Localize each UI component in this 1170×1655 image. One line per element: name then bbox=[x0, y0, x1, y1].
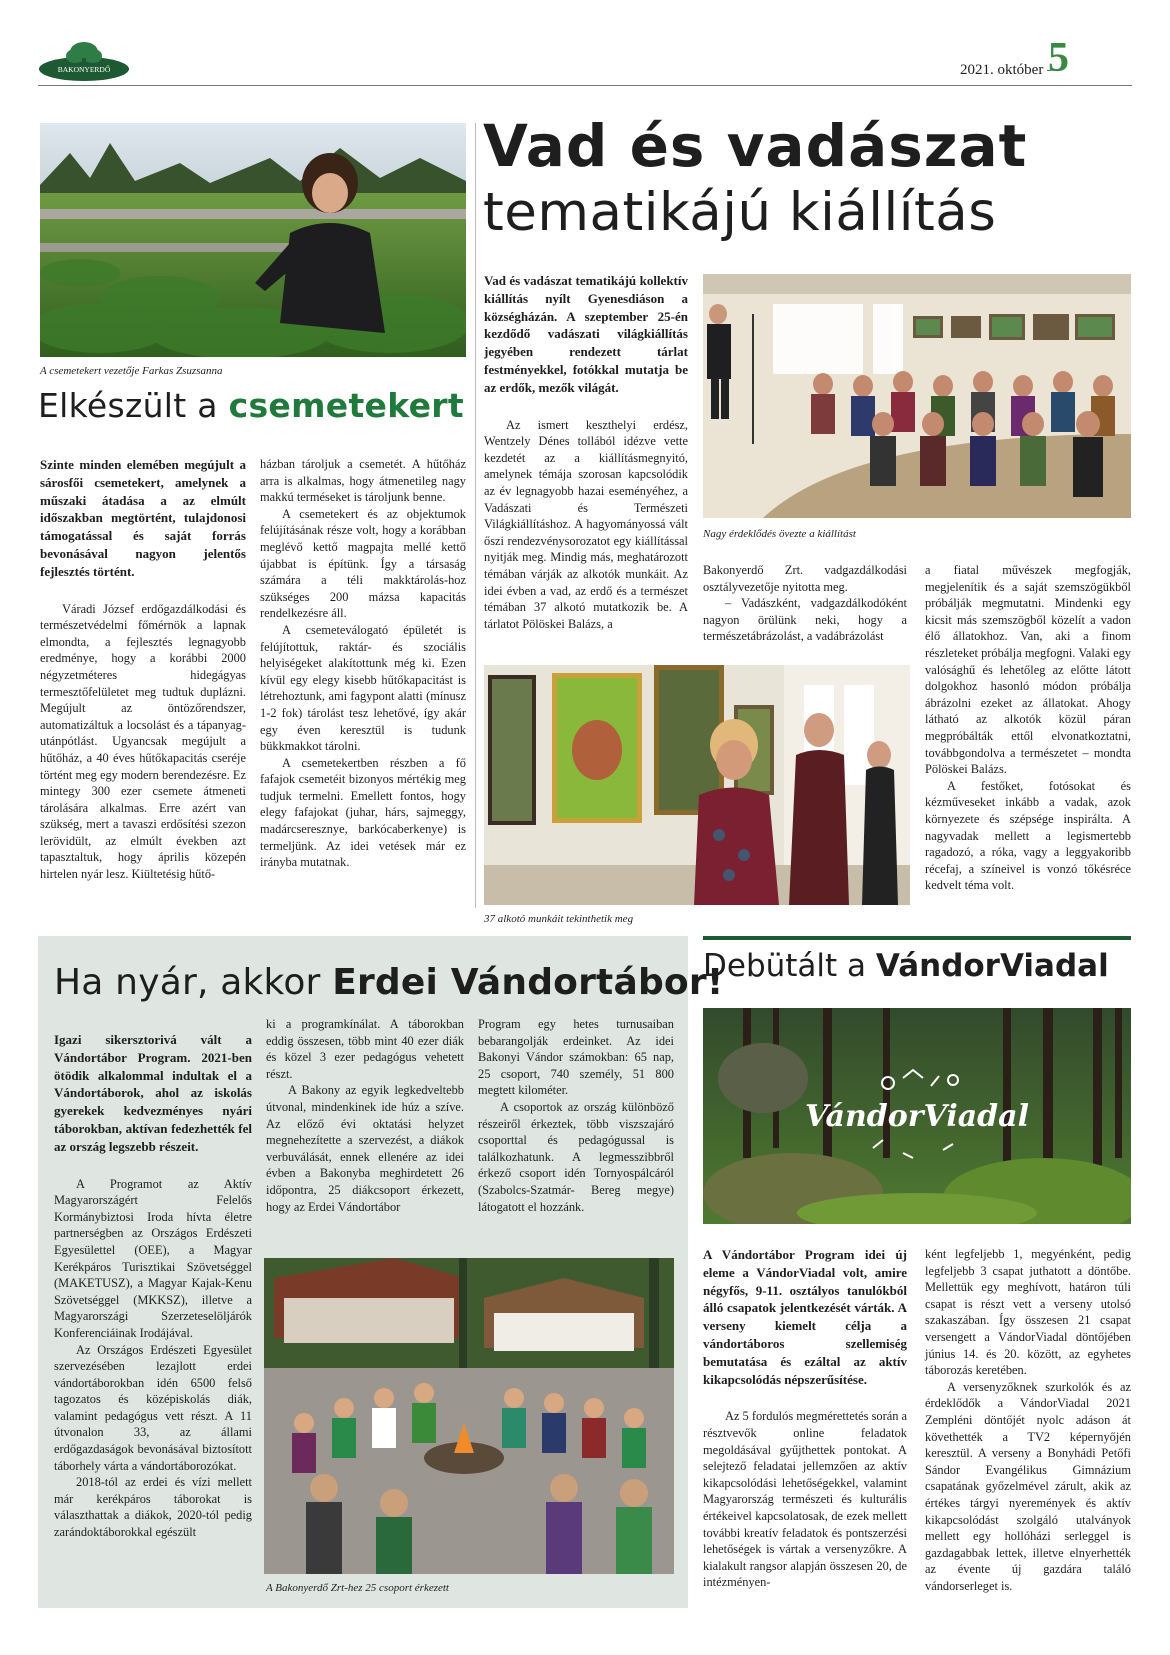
title-bold: Erdei Vándortábor! bbox=[332, 962, 724, 1003]
csemetekert-title bbox=[38, 386, 464, 425]
vad-col2 bbox=[703, 562, 907, 645]
vandortabor-col1 bbox=[54, 1031, 252, 1541]
bakonyerdo-logo bbox=[38, 40, 130, 84]
lead-paragraph: A Vándortábor Program idei új eleme a VándorViadal volt, amire négyfős, 9-11. osztályos tanulókból álló csapatok jelentkezését várták. A verseny kiemelt célja a vándortáboros szellemiség bemutatása és ezáltal az aktív kikapcsolódás népszerűsítése. bbox=[703, 1247, 907, 1387]
paragraph: A festőket, fotósokat és kézműveseket inkább a vadak, azok környezete és szépsége inspirálta. A nagyvadak mellett a legismertebb ragadozó, a róka, vagy a leggyakoribb récefaj, a színeivel is vonzó tőkésréce kedvelt téma volt. bbox=[925, 778, 1131, 893]
paragraph: A csemetekert és az objektumok felújításának része volt, hogy a korábban meglévő kettő magpajta mellé kettő újabbat is építünk. Így a társaság számára a téli makktárolás-hoz szükséges 200 mázsa kapacitás rendelkezésre áll. bbox=[260, 506, 466, 621]
gallery-photo-caption: 37 alkotó munkáit tekinthetik meg bbox=[484, 913, 634, 925]
paragraph: Bakonyerdő Zrt. vadgazdálkodási osztályvezetője nyitotta meg. bbox=[703, 563, 907, 594]
csemetekert-col2 bbox=[260, 456, 466, 871]
paragraph: Program egy hetes turnusaiban bebarangolják erdeinket. Az idei Bakonyi Vándor számokban: 65 nap, 25 csoport, 740 személy, 51 800 megtett kilométer. bbox=[478, 1017, 674, 1098]
vad-col1 bbox=[484, 272, 688, 632]
paragraph: – Vadászként, vadgazdálkodóként nagyon örülünk neki, hogy a természetábrázolást, a vadábrázolást bbox=[703, 596, 907, 644]
page-number: 5 bbox=[1048, 35, 1069, 81]
paragraph: ki a programkínálat. A táborokban eddig összesen, több mint 40 ezer diák és közel 3 ezer pedagógus vehetett részt. bbox=[266, 1017, 464, 1081]
vandorviadal-rule bbox=[703, 936, 1131, 940]
header-rule bbox=[38, 85, 1132, 86]
vandortabor-col2 bbox=[266, 1016, 464, 1215]
paragraph: Az Országos Erdészeti Egyesület szervezésében lezajlott erdei vándortáborokban idén 6500 felső tagozatos és középiskolás diák, valamint pedagógus vett részt. A 11 útvonalon 33, az állami erdőgazdaságok bevonásával biztosított táborhely várta a vándortáborozókat. bbox=[54, 1342, 252, 1473]
opening-photo bbox=[703, 274, 1131, 518]
paragraph: ként legfeljebb 1, megyénként, pedig legfeljebb 3 csapat juthatott a döntőbe. Mellettük egy meghívott, határon túli csapat is részt vett a verseny utolsó szakaszában. Így összesen 21 csapat versengett a VándorViadal döntőjében június 14. és 20. között, az egyhetes táborozás keretében. bbox=[925, 1247, 1131, 1378]
opening-photo-caption: Nagy érdeklődés övezte a kiállítást bbox=[703, 528, 856, 540]
csemetekert-col1 bbox=[40, 456, 246, 883]
camp-photo bbox=[264, 1258, 674, 1574]
title-plain: Debütált a bbox=[703, 948, 876, 984]
header-date: 2021. október – bbox=[960, 62, 1055, 78]
logo-text: BAKONYERDŐ bbox=[57, 65, 111, 74]
camp-photo-caption: A Bakonyerdő Zrt-hez 25 csoport érkezett bbox=[266, 1582, 449, 1594]
paragraph: A csemetekertben részben a fő fafajok csemetéit bizonyos mértékig meg tudjuk termelni. Emellett fontos, hogy elegy fafajokat (juhar, hárs, sajmeggy, madárcseresznye, barkócaberkenye) is termeljünk. Az idei vetések már ez irányba mutatnak. bbox=[260, 755, 466, 870]
vandortabor-col3 bbox=[478, 1016, 674, 1215]
lead-paragraph: Igazi sikersztorivá vált a Vándortábor Program. 2021-ben ötödik alkalommal indultak el a Vándortáborok, ahol az iskolás gyerekek kedvezményes nyári táborokban, aktívan fedezhették fel az ország legszebb részeit. bbox=[54, 1032, 252, 1154]
paragraph: A versenyzőknek szurkolók és az érdeklődők a VándorViadal 2021 Zempléni döntőjét nyolc adáson át követhették a TV2 képernyőjén keresztül. A verseny a Bonyhádi Petőfi Sándor Evangélikus Gimnázium csapatának győzelmével zárult, akik az értékes tárgyi nyeremények és aktív kikapcsolódást szolgáló utalványok mellett egy hollóházi serleggel is gazdagabbak lettek, illetve elnyerhették az évente új gazdára találó vándorserleget is. bbox=[925, 1379, 1131, 1593]
vandorviadal-logo-text: VándorViadal bbox=[805, 1099, 1029, 1134]
vandorviadal-col2 bbox=[925, 1246, 1131, 1594]
vandorviadal-col1 bbox=[703, 1246, 907, 1591]
title-plain: Elkészült a bbox=[38, 386, 229, 425]
nursery-photo-caption: A csemetekert vezetője Farkas Zsuzsanna bbox=[40, 365, 223, 377]
column-divider bbox=[475, 123, 476, 908]
paragraph: A csemeteválogató épületét is felújítottuk, raktár- és szociális helyiségeket alakítottunk még ki. Ezen kívül egy elegy kisebb hűtőkapacitást is létrehoztunk, ami fagypont alatti (mínusz 1-2 fok) tárolást tesz lehetővé, így akár egy éven keresztül is tudunk bükkmakkot tárolni. bbox=[260, 622, 466, 754]
paragraph: Az ismert keszthelyi erdész, Wentzely Dénes tollából idézve vette kezdetét az a kiállításmegnyitó, amelynek témája szorosan kapcsolódik az év legnagyobb hazai eseményéhez, a Vadászati és Természeti Világkiállításhoz. A hagyományossá vált őszi rendezvénysorozatot egy kiállítással nyitják meg. Mindig más, meghatározott témában várják az alkotók munkáit. Az idei évben a vad, az erdő és a természet témában 37 alkotó mutatkozik be. A tárlatot Pölöskei Balázs, a bbox=[484, 417, 688, 631]
paragraph: A Programot az Aktív Magyarországért Felelős Kormánybiztosi Iroda hívta életre partnerségben az Országos Erdészeti Egyesülettel (OEE), a Magyar Kerékpáros Turisztikai Szövetséggel (MAKETUSZ), a Magyar Kajak-Kenu Szövetséggel (MKKSZ), illetve a Magyarországi Szerzeteselöljárók Konferenciáinak Irodájával. bbox=[54, 1176, 252, 1340]
title-accent: csemetekert bbox=[228, 386, 464, 425]
paragraph: Az 5 fordulós megmérettetés során a résztvevők online feladatok megoldásával gyűjthettek pontokat. A selejtező feladatai jellemzően az aktív kikapcsolódási lehetőségekkel, valamint Magyarország természeti és kulturális értékeivel kapcsolatosak, de ezek mellett további kreatív feladatok és pontszerzési lehetőségek is vártak a versenyzőkre. A kialakult rangsor alapján összesen 20, de intézményen- bbox=[703, 1409, 908, 1590]
paragraph: A Bakony az egyik legkedveltebb útvonal, mindenkinek ide húz a szíve. Az előző évi oktatási helyzet megnehezítette a szervezést, a diákok verbuválását, ennek ellenére az idei évben a Bakonyba meghirdetett 26 időpontra, 25 diákcsoport érkezett, hogy az Erdei Vándortábor bbox=[266, 1083, 464, 1214]
forest-photo bbox=[703, 1008, 1131, 1224]
lead-paragraph: Vad és vadászat tematikájú kollektív kiállítás nyílt Gyenesdiáson a községházán. A szeptember 25-én kezdődő vadászati világkiállítás jegyében rendezett tárlat festményekkel, fotókkal mutatja be az erdők, mezők világát. bbox=[484, 273, 688, 395]
paragraph: 2018-tól az erdei és vízi mellett már kerékpáros táborokat is választhattak a diákok, 2020-tól pedig zarándoktáborokkal egészült bbox=[54, 1475, 252, 1540]
title-bold: VándorViadal bbox=[875, 948, 1109, 984]
gallery-photo bbox=[484, 665, 910, 905]
paragraph: házban tároljuk a csemetét. A hűtőház arra is alkalmas, hogy átmenetileg nagy makkú terméseket is tároljunk benne. bbox=[260, 457, 466, 505]
nursery-photo bbox=[40, 123, 466, 357]
vad-col3 bbox=[925, 562, 1131, 894]
vad-title-line2: tematikájú kiállítás bbox=[483, 182, 997, 243]
vandortabor-title bbox=[54, 962, 723, 1003]
title-plain: Ha nyár, akkor bbox=[54, 962, 333, 1003]
paragraph: a fiatal művészek megfogják, megjelenítik és a saját szemszögükből próbálják megmutatni. Mindenki egy kicsit más szemszögből közelít a vadon élő állatokhoz. Van, aki a finom részleteket próbálja megfogni. Valaki egy valósághű és lehetőleg az előtte látott dolgokhoz hasonló módon próbálja ábrázolni ezeket az állatokat. Ahogy látható az alkotók közül páran megpróbálták ettől elvonatkoztatni, továbbgondolva a természetet – mondta Pölöskei Balázs. bbox=[925, 563, 1131, 777]
lead-paragraph: Szinte minden elemében megújult a sárosfői csemetekert, amelynek a műszaki átadása a az elmúlt időszakban megtörtént, tulajdonosi támogatással és saját forrás bevonásával nagyon jelentős fejlesztés történt. bbox=[40, 457, 246, 579]
paragraph: Váradi József erdőgazdálkodási és természetvédelmi főmérnök a lapnak elmondta, a fejlesztés legnagyobb eredménye, hogy a korábbi 2000 négyzetméteres hidegágyas termesztőfelületet meg tudtuk duplázni. Megújult az öntözőrendszer, automatizáltuk a locsolást és a tápanyag-utánpótlást. Ugyancsak megújult a hűtőház, a 40 éves hűtőkapacitás cseréje történt meg egy modern berendezésre. Ez mintegy 300 ezer csemete átmeneti tárolására alkalmas. Erre azért van szükség, mert a tavaszi erdősítési szezon lerövidült, az elmúlt években azt tapasztaltuk, hogy április közepén hirtelen nyár lesz. Kiültetésig hűtő- bbox=[40, 601, 246, 882]
vandorviadal-title bbox=[703, 948, 1109, 984]
paragraph: A csoportok az ország különböző részeiről érkeztek, több viszszajáró csoporttal és pedagógussal is találkozhatunk. A legmesszibbről érkező csoport idén Tornyospálcáról (Szabolcs-Szatmár- Bereg megye) látogatott el hozzánk. bbox=[478, 1099, 674, 1214]
vad-title-line1: Vad és vadászat bbox=[483, 112, 1028, 180]
